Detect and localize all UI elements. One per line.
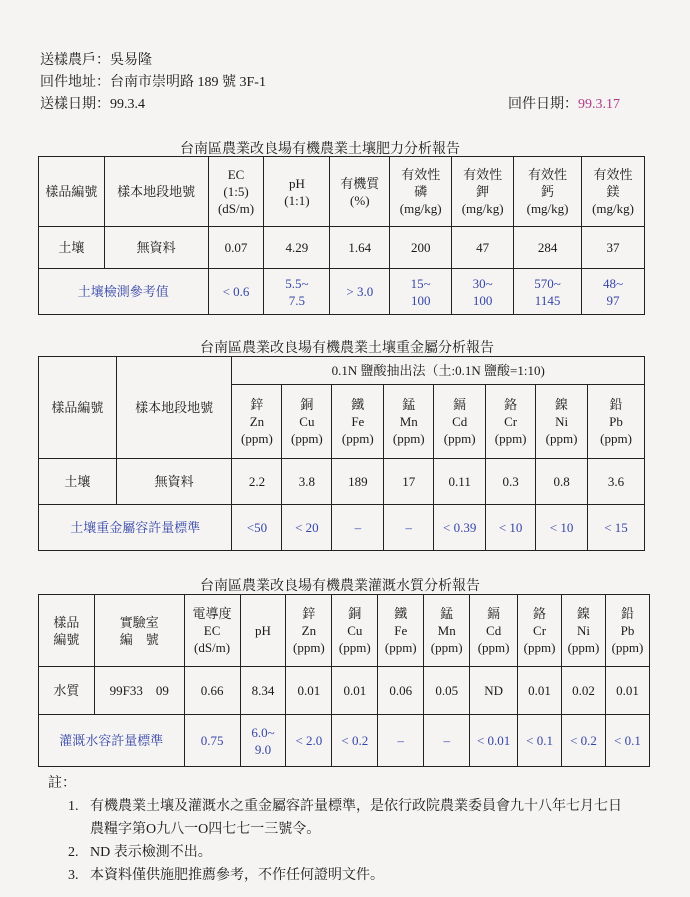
header-cell: EC (1:5) (dS/m)	[208, 157, 264, 227]
table-cell: 無資料	[116, 459, 232, 505]
water-table	[38, 594, 650, 767]
reference-cell: < 20	[282, 505, 332, 551]
table-cell: 土壤	[39, 459, 117, 505]
table-cell: 189	[332, 459, 384, 505]
table-row	[39, 227, 645, 269]
reference-cell: 0.75	[184, 715, 240, 767]
table-cell: 99F33 09	[94, 667, 184, 715]
metals-title: 台南區農業改良場有機農業土壤重金屬分析報告	[200, 341, 494, 356]
water-title: 台南區農業改良場有機農業灌溉水質分析報告	[200, 579, 480, 594]
table-cell: 4.29	[264, 227, 330, 269]
table-cell: 3.6	[588, 459, 645, 505]
method-header: 0.1N 鹽酸抽出法（土:0.1N 鹽酸=1:10)	[232, 357, 645, 385]
table-cell: 0.8	[536, 459, 588, 505]
reference-row	[39, 715, 650, 767]
table-cell: 3.8	[282, 459, 332, 505]
table-cell: 1.64	[330, 227, 390, 269]
table-cell: 37	[582, 227, 645, 269]
header-cell: 實驗室 編 號	[94, 595, 184, 667]
reference-cell: < 15	[588, 505, 645, 551]
reference-cell: > 3.0	[330, 269, 390, 315]
header-cell: 銅 Cu (ppm)	[282, 385, 332, 459]
header-cell: pH	[240, 595, 286, 667]
table-cell: 0.11	[434, 459, 486, 505]
note-text: 本資料僅供施肥推薦參考，不作任何證明文件。	[90, 868, 384, 883]
table-cell: 0.05	[424, 667, 470, 715]
header-cell: 有效性 鉀 (mg/kg)	[452, 157, 514, 227]
reference-label: 灌溉水容許量標準	[39, 715, 185, 767]
note-item	[48, 841, 668, 864]
header-cell: 樣品編號	[39, 357, 117, 459]
header-cell: 鋅 Zn (ppm)	[232, 385, 282, 459]
return-date-value: 99.3.17	[578, 97, 620, 112]
header-cell: 樣本地段地號	[104, 157, 208, 227]
note-item	[48, 795, 668, 818]
reference-cell: < 0.01	[470, 715, 518, 767]
table-cell: 47	[452, 227, 514, 269]
header-cell: 鎘 Cd (ppm)	[470, 595, 518, 667]
fertility-header-row	[39, 157, 645, 227]
table-cell: 284	[514, 227, 582, 269]
reference-label: 土壤檢測參考值	[39, 269, 209, 315]
header-cell: 電導度 EC (dS/m)	[184, 595, 240, 667]
table-cell: 8.34	[240, 667, 286, 715]
header-cell: 鉻 Cr (ppm)	[486, 385, 536, 459]
reference-cell: 5.5~ 7.5	[264, 269, 330, 315]
table-cell: 無資料	[104, 227, 208, 269]
reference-label: 土壤重金屬容許量標準	[39, 505, 232, 551]
table-cell: 0.02	[562, 667, 606, 715]
header-cell: 鐵 Fe (ppm)	[332, 385, 384, 459]
farmer-line: 送樣農戶：吳易隆	[40, 53, 152, 68]
header-cell: 鎳 Ni (ppm)	[562, 595, 606, 667]
table-cell: 0.01	[286, 667, 332, 715]
notes-block	[48, 772, 668, 887]
table-row	[39, 459, 645, 505]
header-cell: 樣本地段地號	[116, 357, 232, 459]
return-date-label: 回件日期：	[508, 97, 578, 112]
header-cell: 錳 Mn (ppm)	[424, 595, 470, 667]
reference-cell: –	[378, 715, 424, 767]
note-number: 1.	[68, 799, 79, 814]
table-cell: 2.2	[232, 459, 282, 505]
return-date-line	[508, 96, 620, 114]
table-cell: 17	[384, 459, 434, 505]
note-number: 3.	[68, 868, 79, 883]
table-cell: 0.66	[184, 667, 240, 715]
note-text: ND 表示檢測不出。	[90, 845, 212, 860]
table-cell: 0.3	[486, 459, 536, 505]
header-cell: 鎘 Cd (ppm)	[434, 385, 486, 459]
sent-date: 送樣日期：99.3.4	[40, 97, 145, 112]
header-cell: 有效性 鎂 (mg/kg)	[582, 157, 645, 227]
header-cell: 鉛 Pb (ppm)	[588, 385, 645, 459]
reference-cell: < 2.0	[286, 715, 332, 767]
header-cell: 有效性 磷 (mg/kg)	[390, 157, 452, 227]
table-cell: 0.07	[208, 227, 264, 269]
reference-cell: 6.0~ 9.0	[240, 715, 286, 767]
reference-cell: 570~ 1145	[514, 269, 582, 315]
table-row	[39, 667, 650, 715]
reference-cell: < 0.6	[208, 269, 264, 315]
reference-cell: 15~ 100	[390, 269, 452, 315]
reference-cell: < 0.1	[518, 715, 562, 767]
header-cell: 鉻 Cr (ppm)	[518, 595, 562, 667]
notes-label: 註：	[48, 776, 76, 791]
reference-cell: –	[424, 715, 470, 767]
reference-cell: –	[384, 505, 434, 551]
return-address: 回件地址：台南市崇明路 189 號 3F-1	[40, 75, 266, 90]
reference-cell: 48~ 97	[582, 269, 645, 315]
note-text: 有機農業土壤及灌溉水之重金屬容許量標準，是依行政院農業委員會九十八年七月七日	[90, 799, 622, 814]
header-cell: pH (1:1)	[264, 157, 330, 227]
header-cell: 錳 Mn (ppm)	[384, 385, 434, 459]
header-cell: 鐵 Fe (ppm)	[378, 595, 424, 667]
reference-cell: < 0.1	[605, 715, 649, 767]
reference-cell: < 10	[486, 505, 536, 551]
header-cell: 鉛 Pb (ppm)	[605, 595, 649, 667]
reference-cell: < 0.2	[562, 715, 606, 767]
header-cell: 有機質 (%)	[330, 157, 390, 227]
header-cell: 鎳 Ni (ppm)	[536, 385, 588, 459]
table-cell: 土壤	[39, 227, 105, 269]
table-cell: 水質	[39, 667, 95, 715]
header-cell: 銅 Cu (ppm)	[332, 595, 378, 667]
header-cell: 樣品編號	[39, 157, 105, 227]
note-item	[48, 864, 668, 887]
fertility-table	[38, 156, 645, 315]
note-number: 2.	[68, 845, 79, 860]
metals-table	[38, 356, 645, 551]
reference-cell: < 0.39	[434, 505, 486, 551]
fertility-title: 台南區農業改良場有機農業土壤肥力分析報告	[180, 142, 460, 157]
table-cell: 0.01	[518, 667, 562, 715]
reference-cell: –	[332, 505, 384, 551]
table-cell: 0.01	[332, 667, 378, 715]
table-cell: 0.06	[378, 667, 424, 715]
note-text-continued: 農糧字第O九八一O四七七一三號令。	[90, 822, 321, 837]
reference-cell: < 10	[536, 505, 588, 551]
table-cell: ND	[470, 667, 518, 715]
water-header-row	[39, 595, 650, 667]
header-cell: 有效性 鈣 (mg/kg)	[514, 157, 582, 227]
reference-cell: 30~ 100	[452, 269, 514, 315]
table-cell: 200	[390, 227, 452, 269]
reference-cell: <50	[232, 505, 282, 551]
header-cell: 樣品 編號	[39, 595, 95, 667]
header-cell: 鋅 Zn (ppm)	[286, 595, 332, 667]
reference-row	[39, 269, 645, 315]
reference-row	[39, 505, 645, 551]
metals-method-row	[39, 357, 645, 385]
reference-cell: < 0.2	[332, 715, 378, 767]
table-cell: 0.01	[605, 667, 649, 715]
